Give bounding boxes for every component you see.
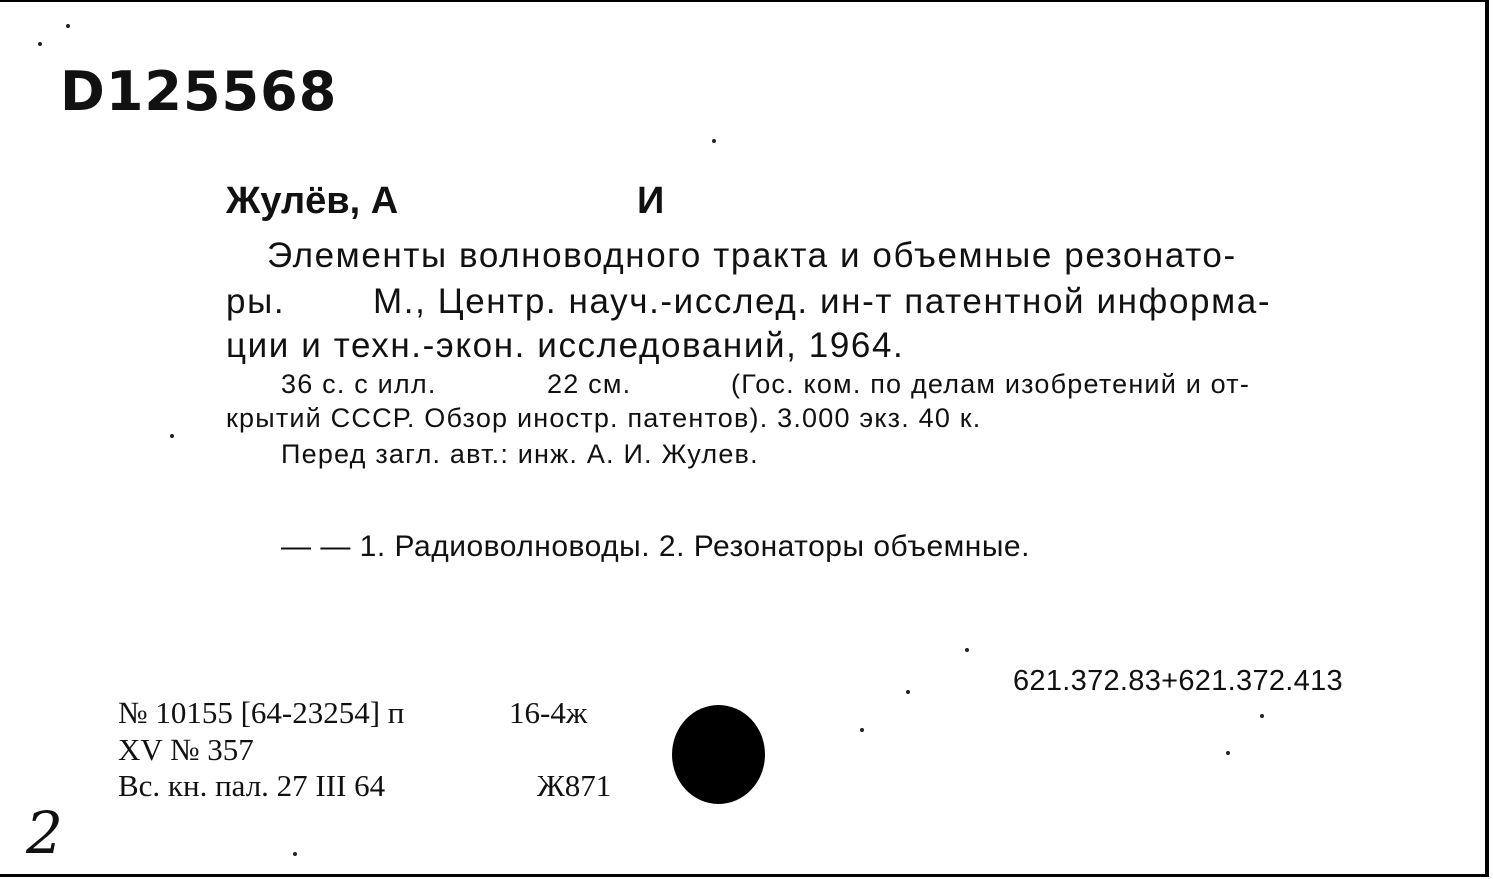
speck <box>1226 751 1230 755</box>
title-line-1: Элементы волноводного тракта и объемные резонато- <box>267 236 1237 275</box>
handwritten-mark: 2 <box>26 799 63 867</box>
imprint-line: М., Центр. науч.-исслед. ин-т патентной информа- <box>373 282 1272 321</box>
series-number: XV № 357 <box>118 732 254 767</box>
title-line-2: ры. <box>226 282 286 321</box>
speck <box>1260 714 1264 718</box>
registry-code: Ж871 <box>537 768 612 803</box>
author-initial: И <box>637 180 665 222</box>
speck <box>965 648 969 652</box>
subject-headings: — — 1. Радиоволноводы. 2. Резонаторы объемные. <box>281 530 1030 563</box>
author-name: Жулёв, А <box>226 180 399 222</box>
speck <box>66 24 70 28</box>
speck <box>906 690 910 694</box>
speck <box>170 434 174 438</box>
card-number: D125568 <box>60 60 338 123</box>
speck <box>712 139 716 143</box>
series-statement-start: (Гос. ком. по делам изобретений и от- <box>731 369 1251 399</box>
speck <box>38 42 42 46</box>
punch-hole <box>672 705 765 804</box>
speck <box>860 728 864 732</box>
collation-size: 22 см. <box>547 369 632 399</box>
order-number: № 10155 [64-23254] п <box>118 695 405 730</box>
order-code: 16-4ж <box>509 695 588 730</box>
series-statement-end: крытий СССР. Обзор иностр. патентов). 3.000 экз. 40 к. <box>226 403 982 433</box>
registry-stamp: Вс. кн. пал. 27 III 64 <box>118 768 386 803</box>
author-note: Перед загл. авт.: инж. А. И. Жулев. <box>281 439 759 469</box>
udc-classification: 621.372.83+621.372.413 <box>1013 665 1343 697</box>
speck <box>293 852 297 856</box>
collation-pages: 36 с. с илл. <box>281 369 437 399</box>
imprint-line-2: ции и техн.-экон. исследований, 1964. <box>226 326 905 365</box>
